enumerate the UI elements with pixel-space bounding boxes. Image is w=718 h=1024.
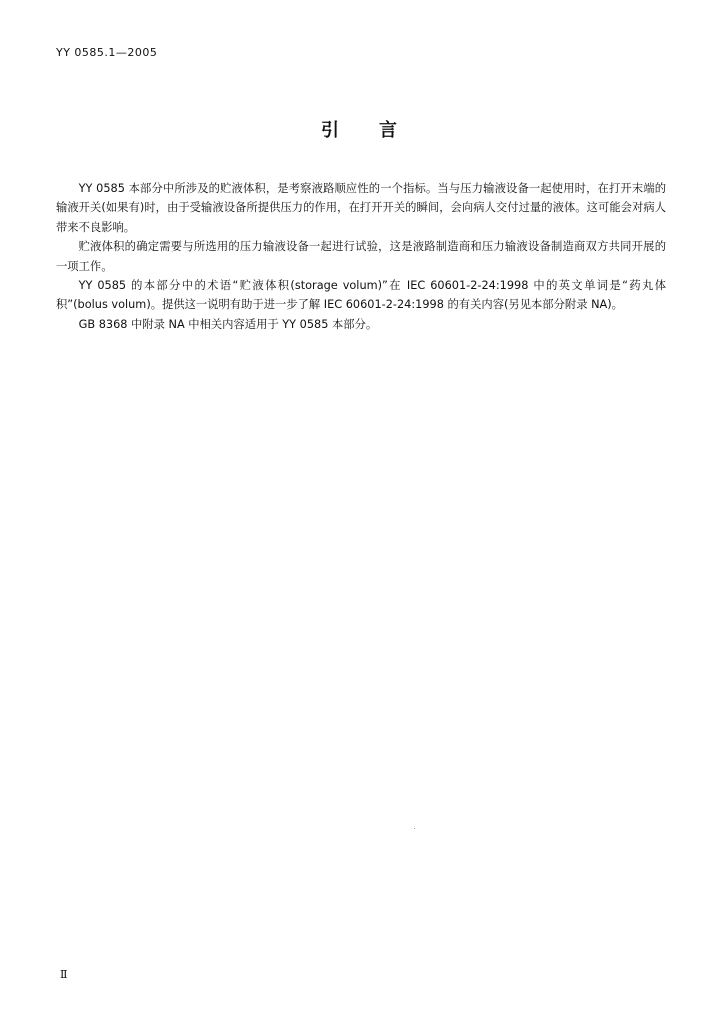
paragraph-4: GB 8368 中附录 NA 中相关内容适用于 YY 0585 本部分。 [78,317,378,331]
paragraph-1: YY 0585 本部分中所涉及的贮液体积，是考察液路顺应性的一个指标。当与压力输液设备一起使用时，在打开末端的输液开关(如果有)时，由于受输液设备所提供压力的作用，在打开开关的瞬间，会向病人交付过量的液体。这可能会对病人带来不良影响。 [56,182,666,234]
scan-speck [414,828,415,829]
introduction-body [56,179,666,334]
page-title: 引言 [321,120,437,141]
standard-number-header: YY 0585.1—2005 [56,46,158,59]
page-number: Ⅱ [60,968,68,981]
paragraph-3: YY 0585 的本部分中的术语“贮液体积(storage volum)”在 IEC 60601-2-24:1998 中的英文单词是“药丸体积”(bolus volum)。提供这一说明有助于进一步了解 IEC 60601-2-24:1998 的有关内容(另见本部分附录 NA)。 [56,279,666,312]
paragraph-2: 贮液体积的确定需要与所选用的压力输液设备一起进行试验，这是液路制造商和压力输液设备制造商双方共同开展的一项工作。 [56,240,666,273]
